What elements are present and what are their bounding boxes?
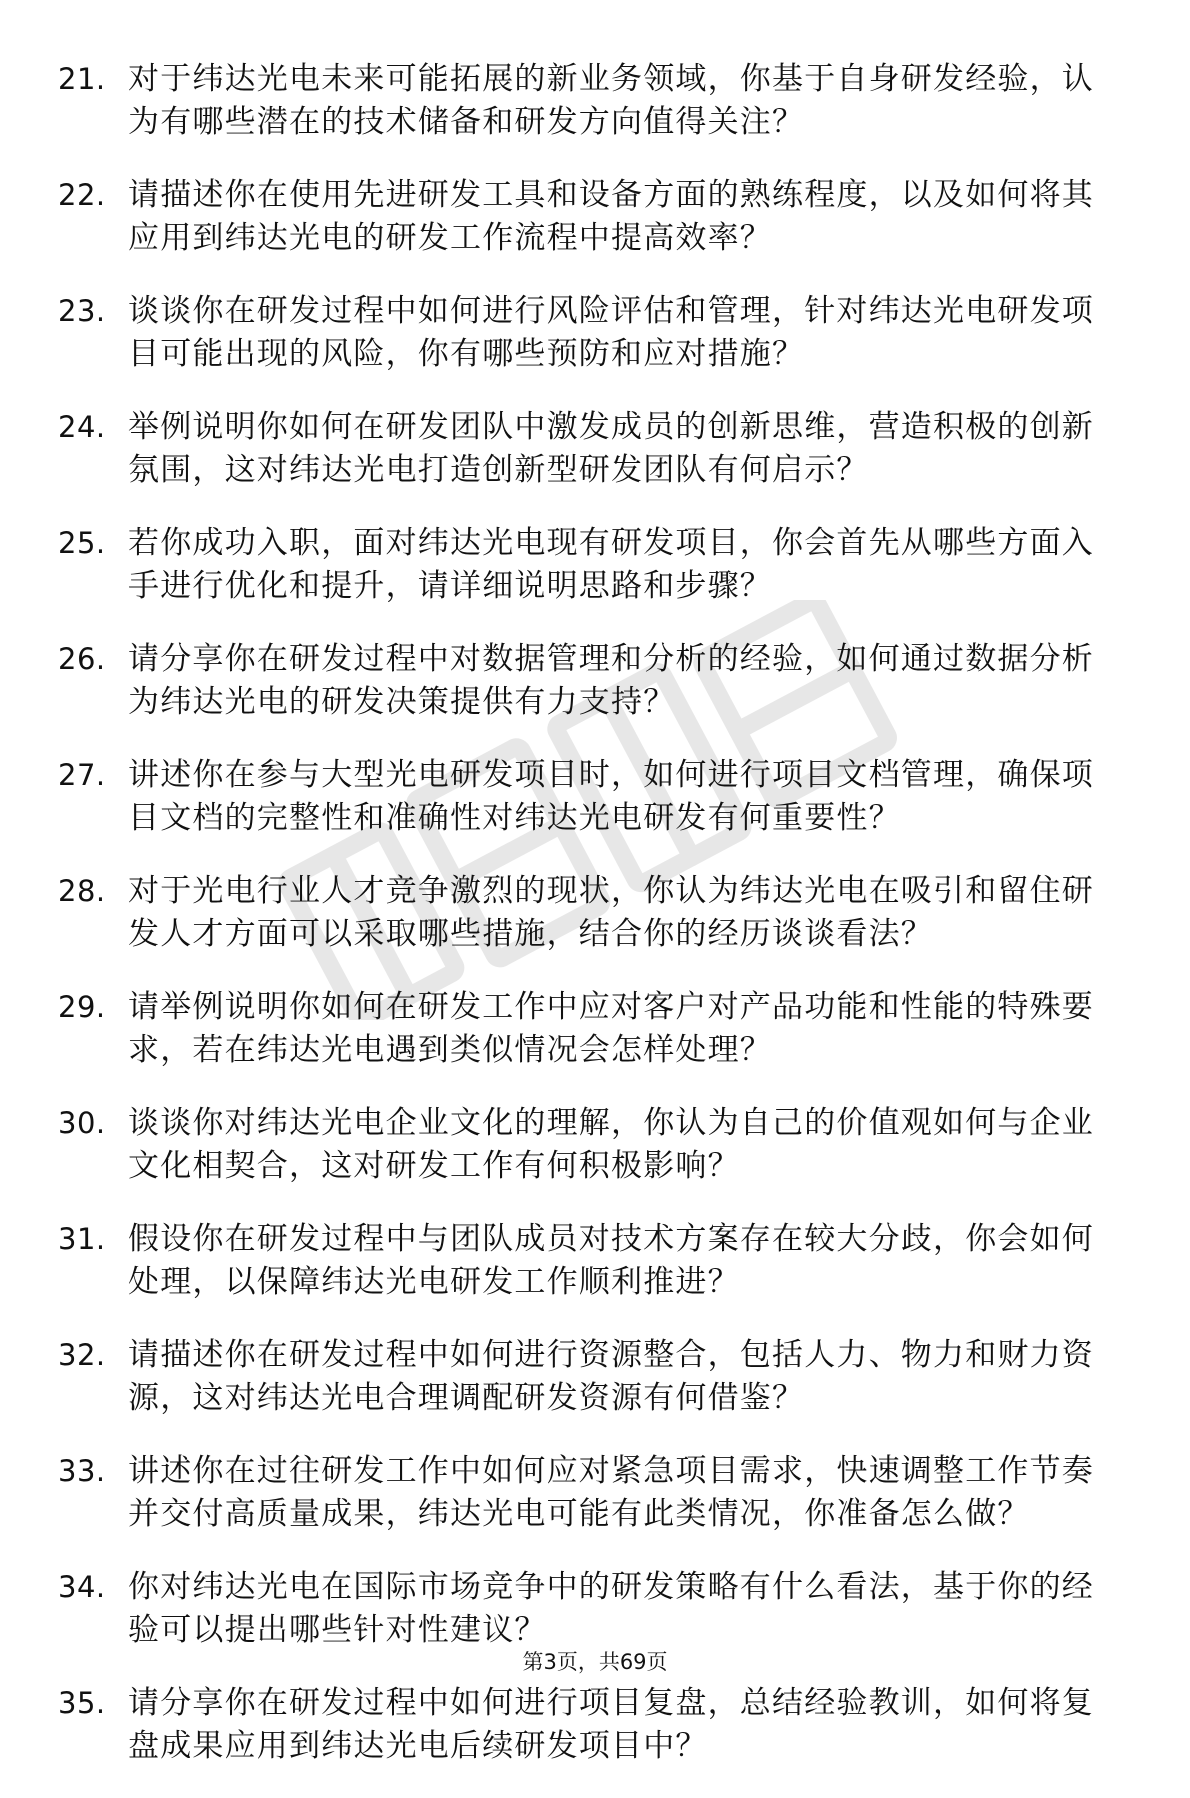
question-list	[58, 58, 1118, 1798]
question-text: 你对纬达光电在国际市场竞争中的研发策略有什么看法，基于你的经验可以提出哪些针对性建议？	[128, 1569, 1094, 1648]
question-text: 请举例说明你如何在研发工作中应对客户对产品功能和性能的特殊要求，若在纬达光电遇到类似情况会怎样处理？	[128, 989, 1094, 1068]
question-number: 27.	[58, 758, 106, 792]
question-number: 26.	[58, 642, 106, 676]
question-text: 请描述你在使用先进研发工具和设备方面的熟练程度，以及如何将其应用到纬达光电的研发工作流程中提高效率？	[128, 177, 1094, 256]
question-text: 讲述你在参与大型光电研发项目时，如何进行项目文档管理，确保项目文档的完整性和准确性对纬达光电研发有何重要性？	[128, 757, 1094, 836]
question-item	[58, 58, 1118, 144]
question-item	[58, 870, 1118, 956]
question-text: 讲述你在过往研发工作中如何应对紧急项目需求，快速调整工作节奏并交付高质量成果，纬达光电可能有此类情况，你准备怎么做？	[128, 1453, 1094, 1532]
question-number: 21.	[58, 62, 106, 96]
question-number: 32.	[58, 1338, 106, 1372]
question-item	[58, 1566, 1118, 1652]
question-item	[58, 754, 1118, 840]
question-number: 22.	[58, 178, 106, 212]
question-item	[58, 174, 1118, 260]
question-item	[58, 638, 1118, 724]
question-item	[58, 1450, 1118, 1536]
question-number: 25.	[58, 526, 106, 560]
question-item	[58, 1334, 1118, 1420]
question-item	[58, 1218, 1118, 1304]
question-text: 请分享你在研发过程中对数据管理和分析的经验，如何通过数据分析为纬达光电的研发决策提供有力支持？	[128, 641, 1094, 720]
question-number: 29.	[58, 990, 106, 1024]
question-number: 31.	[58, 1222, 106, 1256]
question-text: 假设你在研发过程中与团队成员对技术方案存在较大分歧，你会如何处理，以保障纬达光电研发工作顺利推进？	[128, 1221, 1094, 1300]
question-text: 举例说明你如何在研发团队中激发成员的创新思维，营造积极的创新氛围，这对纬达光电打造创新型研发团队有何启示？	[128, 409, 1094, 488]
question-number: 35.	[58, 1686, 106, 1720]
question-text: 请分享你在研发过程中如何进行项目复盘，总结经验教训，如何将复盘成果应用到纬达光电后续研发项目中？	[128, 1685, 1094, 1764]
question-text: 对于纬达光电未来可能拓展的新业务领域，你基于自身研发经验，认为有哪些潜在的技术储备和研发方向值得关注？	[128, 61, 1094, 140]
question-item	[58, 522, 1118, 608]
question-text: 若你成功入职，面对纬达光电现有研发项目，你会首先从哪些方面入手进行优化和提升，请详细说明思路和步骤？	[128, 525, 1094, 604]
question-text: 请描述你在研发过程中如何进行资源整合，包括人力、物力和财力资源，这对纬达光电合理调配研发资源有何借鉴？	[128, 1337, 1094, 1416]
question-number: 34.	[58, 1570, 106, 1604]
question-item	[58, 290, 1118, 376]
question-number: 33.	[58, 1454, 106, 1488]
question-text: 谈谈你对纬达光电企业文化的理解，你认为自己的价值观如何与企业文化相契合，这对研发工作有何积极影响？	[128, 1105, 1094, 1184]
question-item	[58, 406, 1118, 492]
question-text: 谈谈你在研发过程中如何进行风险评估和管理，针对纬达光电研发项目可能出现的风险，你有哪些预防和应对措施？	[128, 293, 1094, 372]
question-number: 23.	[58, 294, 106, 328]
question-text: 对于光电行业人才竞争激烈的现状，你认为纬达光电在吸引和留住研发人才方面可以采取哪些措施，结合你的经历谈谈看法？	[128, 873, 1094, 952]
question-item	[58, 986, 1118, 1072]
question-number: 30.	[58, 1106, 106, 1140]
question-number: 28.	[58, 874, 106, 908]
page-footer: 第3页，共69页	[522, 1650, 668, 1674]
question-number: 24.	[58, 410, 106, 444]
question-item	[58, 1102, 1118, 1188]
question-item	[58, 1682, 1118, 1768]
